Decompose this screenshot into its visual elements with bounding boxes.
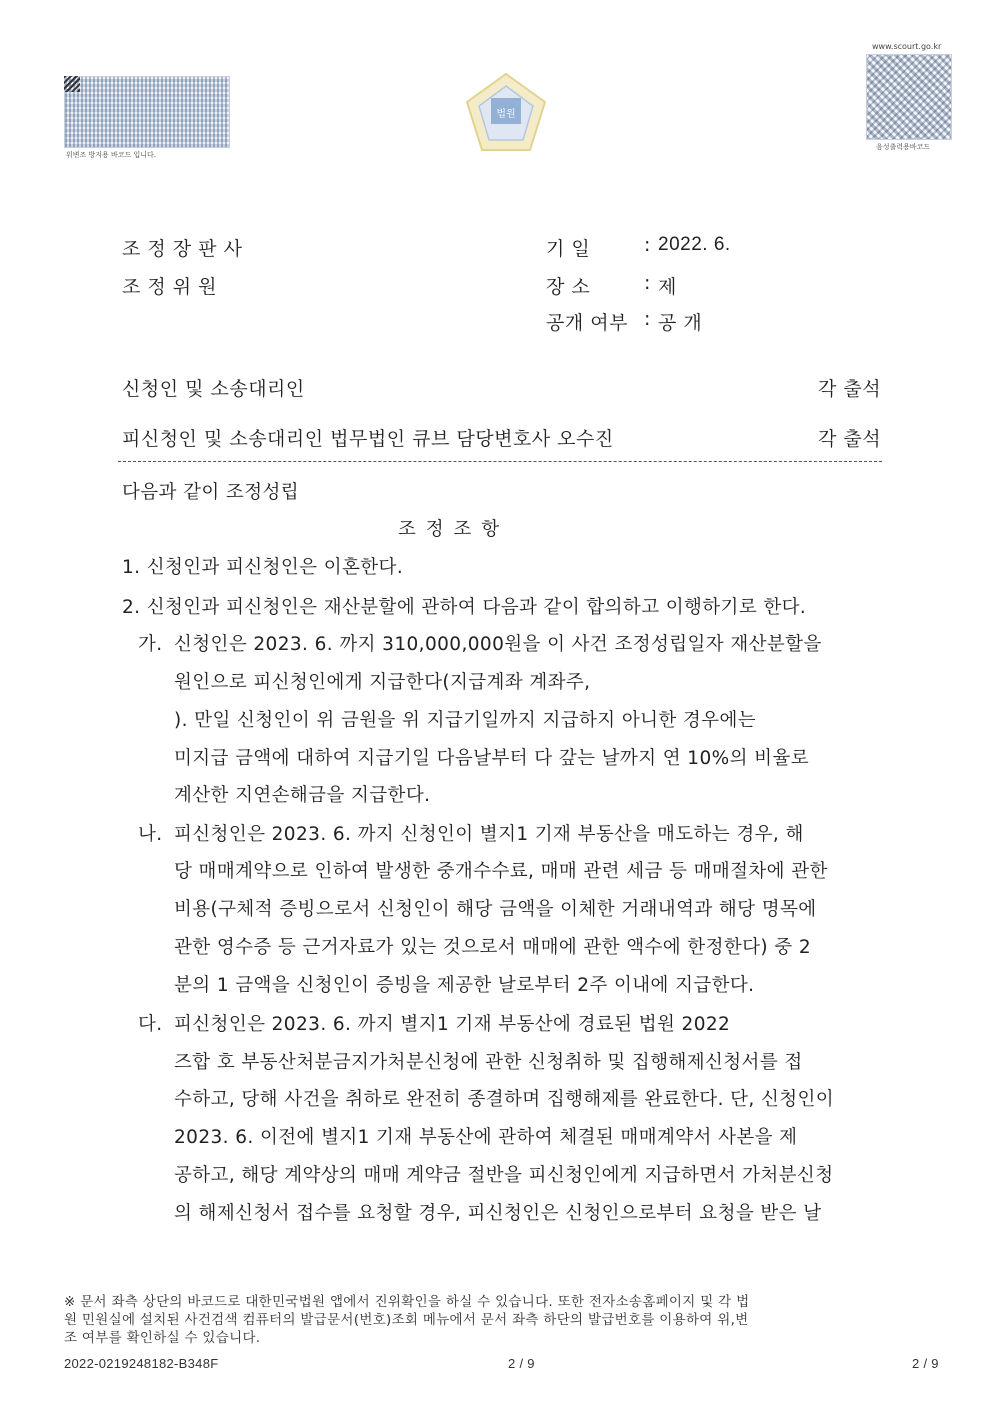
- verification-notice-line: ※ 문서 좌측 상단의 바코드로 대한민국법원 앱에서 진위확인을 하실 수 있습니다. 또한 전자소송홈페이지 및 각 법: [64, 1294, 750, 1310]
- public-value: 공 개: [658, 312, 703, 334]
- page-number-right: 2 / 9: [912, 1356, 939, 1371]
- section-da-line: 공하고, 해당 계약상의 매매 계약금 절반을 피신청인에게 지급하면서 가처분신청: [174, 1165, 834, 1186]
- section-na-line: 분의 1 금액을 신청인이 증빙을 제공한 날로부터 2주 이내에 지급한다.: [174, 975, 755, 996]
- section-da-line: 수하고, 당해 사건을 취하로 완전히 종결하며 집행해제를 완료한다. 단, 신청인이: [174, 1089, 835, 1110]
- section-na-line: 비용(구체적 증빙으로서 신청인이 해당 금액을 이체한 거래내역과 해당 명목에: [174, 899, 817, 920]
- public-colon: :: [644, 308, 651, 330]
- section-na-line: 당 매매계약으로 인하여 발생한 중개수수료, 매매 관련 세금 등 매매절차에 관한: [174, 861, 828, 882]
- verification-notice-line: 조 여부를 확인하실 수 있습니다.: [64, 1330, 261, 1346]
- place-colon: :: [644, 272, 651, 294]
- attendance-status-2: 각 출석: [818, 428, 882, 450]
- authenticity-barcode-caption: 위변조 방지용 바코드 입니다.: [66, 151, 157, 159]
- barcode-corner-mark: [64, 76, 80, 92]
- section-na-marker: 나.: [138, 824, 163, 845]
- authenticity-barcode: [64, 76, 230, 148]
- date-colon: :: [644, 234, 651, 256]
- section-da-line: 피신청인은 2023. 6. 까지 별지1 기재 부동산에 경료된 법원 2022: [174, 1014, 731, 1035]
- section-ga-line: 신청인은 2023. 6. 까지 310,000,000원을 이 사건 조정성립일자 재산분할을: [174, 634, 822, 655]
- date-label: 기 일: [546, 238, 591, 260]
- mediation-heading: 조 정 조 항: [398, 519, 502, 540]
- section-da-line: 2023. 6. 이전에 별지1 기재 부동산에 관하여 체결된 매매계약서 사본을 제: [174, 1127, 798, 1148]
- section-ga-line: 미지급 금액에 대하여 지급기일 다음날부터 다 갚는 날까지 연 10%의 비율로: [174, 748, 809, 769]
- term-2: 2. 신청인과 피신청인은 재산분할에 관하여 다음과 같이 합의하고 이행하기로 한다.: [122, 597, 807, 618]
- page-number-center: 2 / 9: [508, 1356, 535, 1371]
- voice-output-barcode: [866, 54, 952, 140]
- section-na-line: 피신청인은 2023. 6. 까지 신청인이 별지1 기재 부동산을 매도하는 경우, 해: [174, 824, 804, 845]
- court-url: www.scourt.go.kr: [872, 42, 942, 51]
- voice-output-barcode-caption: 음성출력용바코드: [876, 143, 931, 151]
- section-na-line: 관한 영수증 등 근거자료가 있는 것으로서 매매에 관한 액수에 한정한다) 중 2: [174, 937, 812, 958]
- term-1: 1. 신청인과 피신청인은 이혼한다.: [122, 557, 404, 578]
- section-divider: [118, 461, 882, 462]
- attendance-status-1: 각 출석: [818, 378, 882, 400]
- date-value: 2022. 6.: [658, 234, 731, 255]
- section-ga-line: 계산한 지연손해금을 지급한다.: [174, 785, 431, 806]
- court-seal: [463, 70, 549, 160]
- section-da-line: 즈합 호 부동산처분금지가처분신청에 관한 신청취하 및 집행해제신청서를 접: [174, 1052, 803, 1073]
- attendance-party-1: 신청인 및 소송대리인: [122, 378, 305, 400]
- section-ga-line: 원인으로 피신청인에게 지급한다(지급계좌 계좌주,: [174, 672, 591, 693]
- attendance-party-2: 피신청인 및 소송대리인 법무법인 큐브 담당변호사 오수진: [122, 428, 614, 450]
- place-value: 제: [658, 276, 677, 298]
- section-da-line: 의 해제신청서 접수를 요청할 경우, 피신청인은 신청인으로부터 요청을 받은 날: [174, 1203, 822, 1224]
- mediation-intro: 다음과 같이 조정성립: [122, 482, 300, 503]
- section-ga-marker: 가.: [138, 634, 163, 655]
- judge-label: 조 정 장 판 사: [122, 238, 243, 260]
- section-da-marker: 다.: [138, 1014, 163, 1035]
- public-label: 공개 여부: [546, 312, 628, 334]
- place-label: 장 소: [546, 276, 591, 298]
- verification-notice-line: 원 민원실에 설치된 사건검색 컴퓨터의 발급문서(번호)조회 메뉴에서 문서 좌측 하단의 발급번호를 이용하여 위,변: [64, 1312, 749, 1328]
- section-ga-line: ). 만일 신청인이 위 금원을 위 지급기일까지 지급하지 아니한 경우에는: [174, 710, 757, 731]
- mediation-member-label: 조 정 위 원: [122, 276, 218, 298]
- issue-number: 2022-0219248182-B348F: [64, 1356, 219, 1371]
- seal-text: 법원: [496, 109, 516, 120]
